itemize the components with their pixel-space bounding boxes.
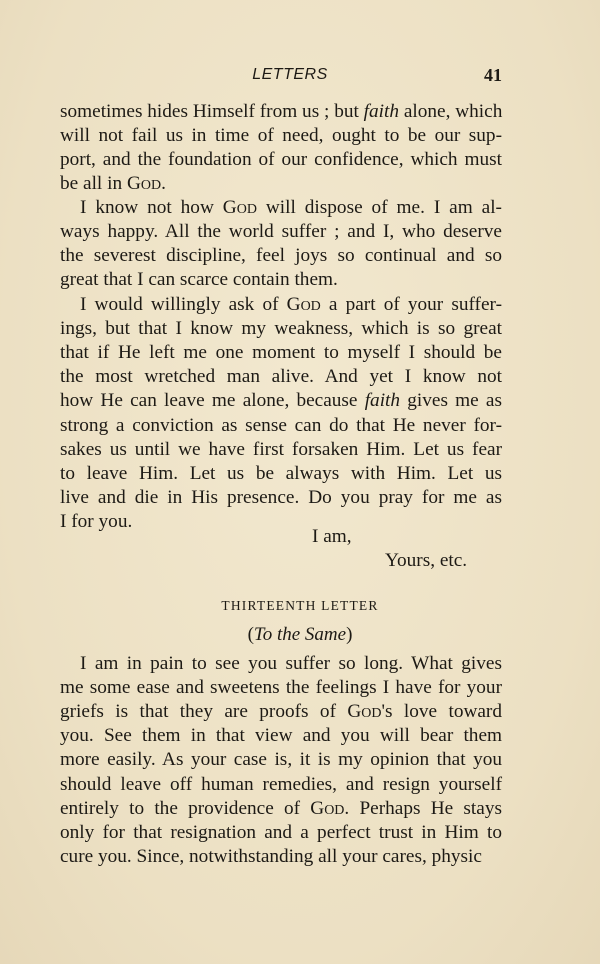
text-line: I for you. [60,510,133,532]
text-line: only for that resignation and a perfect trust in Him to [60,821,502,843]
page-number: 41 [484,65,502,85]
text-line: me some ease and sweetens the feelings I have for your [60,677,502,699]
text-line: griefs is that they are proofs of God's love toward [60,701,502,723]
emphasis: faith [363,101,400,122]
text-line: cure you. Since, notwithstanding all your cares, physic [60,845,482,867]
text-line: the most wretched man alive. And yet I know not [60,366,502,388]
text-line: entirely to the providence of God. Perhaps He stays [60,797,502,819]
divine-name: God [222,197,257,218]
running-head [0,66,600,90]
text-line: ings, but that I know my weakness, which is so great [60,318,502,340]
text-line: you. See them in that view and you will bear them [60,725,502,747]
closing-salutation: I am, [312,526,352,547]
closing-signature: Yours, etc. [385,550,468,571]
letter-recipient: To the Same [253,624,347,645]
text-line: how He can leave me alone, because faith gives me as [60,390,502,412]
text-line: port, and the foundation of our confidence, which must [60,149,502,171]
text-line: that if He left me one moment to myself I should be [60,342,502,364]
running-head-title: LETTERS [252,66,328,83]
divine-name: God [347,701,382,723]
text-line: ways happy. All the world suffer ; and I, who deserve [60,221,502,243]
text-line: will not fail us in time of need, ought to be our sup- [60,125,502,147]
text-line: I know not how God will dispose of me. I am al- [80,197,502,218]
emphasis: faith [364,390,401,412]
text-line: I am in pain to see you suffer so long. What gives [80,653,502,674]
text-line: sometimes hides Himself from us ; but faith alone, which [60,101,503,122]
text-line: I would willingly ask of God a part of your suffer- [80,294,502,315]
divine-name: God [286,294,321,315]
letter-subheading: (To the Same) [247,624,353,645]
divine-name: God [126,173,162,195]
text-line: sakes us until we have first forsaken Him. Let us fear [60,438,502,460]
text-line: be all in God. [60,173,166,195]
letter-heading: THIRTEENTH LETTER [221,598,379,613]
text-line: to leave Him. Let us be always with Him. Let us [60,462,502,484]
text-line: more easily. As your case is, it is my opinion that you [60,749,502,771]
text-line: live and die in His presence. Do you pray for me as [60,486,502,508]
divine-name: God [310,797,345,819]
text-line: should leave off human remedies, and resign yourself [60,773,502,795]
text-line: strong a conviction as sense can do that He never for- [60,414,502,436]
text-line: the severest discipline, feel joys so continual and so [60,245,502,267]
text-line: great that I can scarce contain them. [60,269,338,291]
